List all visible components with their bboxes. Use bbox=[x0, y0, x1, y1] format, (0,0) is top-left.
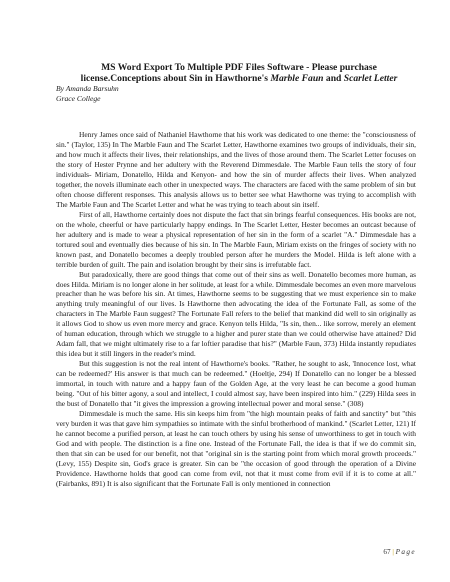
title-and: and bbox=[323, 73, 344, 85]
page-footer bbox=[383, 548, 416, 557]
title-line-2: license.Conceptions about Sin in Hawthorne's bbox=[80, 73, 271, 85]
paragraph-4: But this suggestion is not the real intent of Hawthorne's books. "Rather, he sought to ask, 'Innocence lost, what can be redeemed?' His answer is that much can be redeemed." (Hoeltje, 294) If Donatello can no longer be a blessed immortal, in touch with nature and a happy faun of the Golden Age, at the very least he can become a good human being. "Out of his bitter agony, a soul and intellect, I could almost say, have been inspired into him." (229) Hilda sees in the bust of Donatello that "it gives the impression a growing intellectual power and moral sense." (308) bbox=[56, 359, 416, 408]
institution-line: Grace College bbox=[56, 93, 101, 103]
page-label: Page bbox=[395, 548, 416, 556]
title-italic-scarlet-letter: Scarlet Letter bbox=[343, 73, 398, 85]
paragraph-2: First of all, Hawthorne certainly does not dispute the fact that sin brings fearful consequences. His books are not, on the whole, cheerful or have particularly happy endings. In The Scarlet Letter, Hester becomes an outcast because of her adultery and is made to wear a physical representation of her sin in the form of a scarlet "A." Dimmesdale has a tortured soul and eventually dies because of his sin. In The Marble Faun, Miriam exists on the fringes of society with no known past, and Donatello becomes a deeply troubled person after he murders the Model. Hilda is left alone with a terrible burden of guilt. The pain and isolation brought by their sins is irrefutable fact. bbox=[56, 209, 416, 269]
paragraph-1: Henry James once said of Nathaniel Hawthorne that his work was dedicated to one theme: the "consciousness of sin." (Taylor, 135) In The Marble Faun and The Scarlet Letter, Hawthorne examines two groups of individuals, their sin, and how much it affects their lives, their relationships, and the lives of those around them. The Scarlet Letter focuses on the story of Hester Prynne and her adultery with the Reverend Dimmesdale. The Marble Faun tells the story of four individuals- Miriam, Donatello, Hilda and Kenyon- and how the sin of murder affects their lives. When analyzed together, the novels illuminate each other in unexpected ways. The characters are faced with the same problem of sin but often choose different responses. This analysis allows us to better see what Hawthorne was trying to accomplish with The Marble Faun and The Scarlet Letter and what he was trying to teach about sin itself. bbox=[56, 130, 416, 209]
paragraph-5: Dimmesdale is much the same. His sin keeps him from "the high mountain peaks of faith and sanctity" but "this very burden it was that gave him sympathies so intimate with the sinful brotherhood of mankind." (Scarlet Letter, 121) If he cannot become a purified person, at least he can touch others by using his sense of unworthiness to get in touch with God and with people. The distinction is a fine one. Instead of the Fortunate Fall, the idea is that if we do commit sin, then that sin can be used for our benefit, not that "original sin is the starting point from which moral growth proceeds." (Levy, 155) Despite sin, God's grace is greater. Sin can be "the occasion of good through the operation of a Divine Providence. Hawthorne holds that good can come from evil, not that it must come from evil if it is to come at all." (Fairbanks, 891) It is also significant that the Fortunate Fall is only mentioned in connection bbox=[56, 408, 416, 488]
paragraph-3: But paradoxically, there are good things that come out of their sins as well. Donatello becomes more human, as does Hilda. Miriam is no longer alone in her solitude, at least for a while. Dimmesdale becomes an even more marvelous preacher than he was before his sin. At times, Hawthorne seems to be suggesting that we must experience sin to make anything truly meaningful of our lives. Is Hawthorne then advocating the idea of the Fortunate Fall, as some of the characters in The Marble Faun suggest? The Fortunate Fall refers to the belief that mankind did well to sin originally as it allows God to show us even more mercy and grace. Kenyon tells Hilda, "Is sin, then... like sorrow, merely an element of human education, through which we struggle to a higher and purer state than we could otherwise have attained? Did Adam fall, that we might ultimately rise to a far loftier paradise that his?" (Marble Faun, 373) Hilda instantly repudiates this idea but it still lingers in the reader's mind. bbox=[56, 269, 416, 359]
footer-separator: | bbox=[392, 548, 394, 556]
page-number: 67 bbox=[383, 548, 391, 556]
author-line: By Amanda Barsuhn bbox=[56, 84, 119, 94]
title-italic-marble-faun: Marble Faun bbox=[270, 73, 324, 85]
article-body bbox=[56, 130, 416, 488]
document-title bbox=[56, 62, 416, 84]
title-line-1: MS Word Export To Multiple PDF Files Software - Please purchase bbox=[101, 62, 377, 73]
